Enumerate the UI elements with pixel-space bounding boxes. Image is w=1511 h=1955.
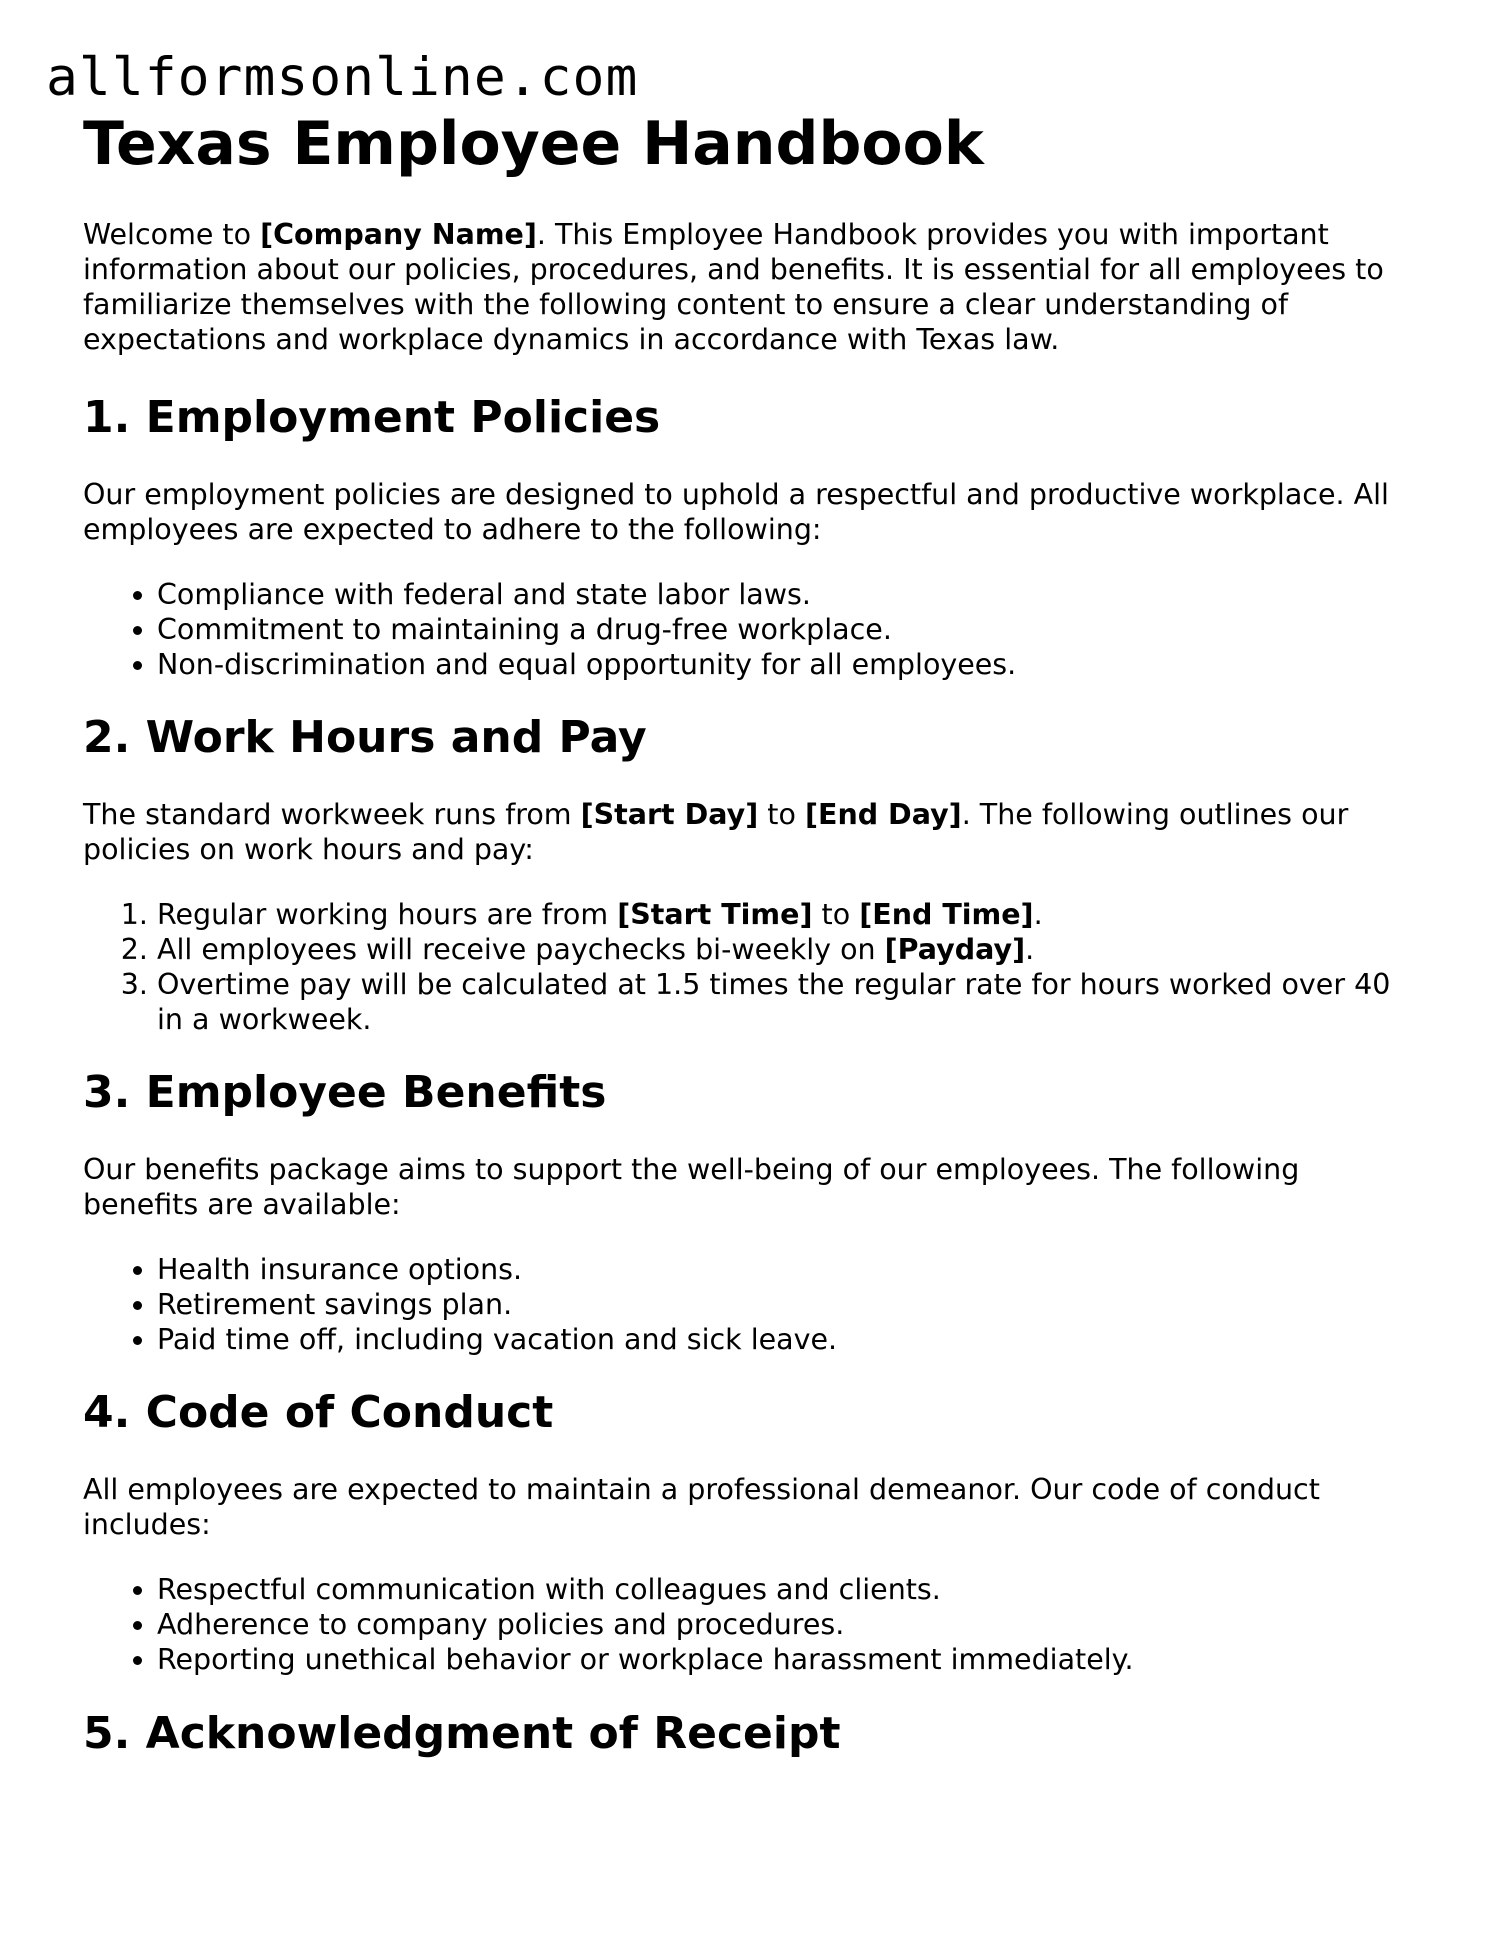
start-time-placeholder: [Start Time] [617,898,813,931]
handbook-document [83,104,1418,1763]
intro-paragraph [83,217,1418,357]
section-heading-employment-policies: 1. Employment Policies [83,392,661,443]
benefits-paragraph: Our benefits package aims to support the well-being of our employees. The following benefits are available: [83,1153,1300,1221]
list-item: • Non-discrimination and equal opportunity for all employees. [157,647,1418,682]
work-hours-text-end: . The following outlines our policies on work hours and pay: [83,798,1349,866]
work-hours-paragraph [83,797,1418,867]
section-heading-work-hours-pay: 2. Work Hours and Pay [83,712,647,763]
start-day-placeholder: [Start Day] [580,798,759,831]
company-name-placeholder: [Company Name] [260,218,537,251]
employment-policies-list [83,577,1418,682]
working-hours-text-end: . [1033,898,1043,931]
benefits-list [83,1252,1418,1357]
code-of-conduct-list [83,1572,1418,1677]
list-item: • Respectful communication with colleagues and clients. [157,1572,1418,1607]
intro-text-start: Welcome to [83,218,261,251]
list-item: • Paid time off, including vacation and sick leave. [157,1322,1418,1357]
site-watermark: allformsonline.com [46,47,639,108]
document-title: Texas Employee Handbook [83,109,984,179]
list-item: • Commitment to maintaining a drug-free workplace. [157,612,1418,647]
section-heading-employee-benefits: 3. Employee Benefits [83,1067,607,1118]
list-item-paycheck [157,932,1418,967]
section-heading-acknowledgment: 5. Acknowledgment of Receipt [83,1708,841,1759]
work-hours-text-start: The standard workweek runs from [83,798,581,831]
work-hours-text-to: to [758,798,805,831]
list-item-working-hours [157,897,1418,932]
employment-policies-paragraph: Our employment policies are designed to uphold a respectful and productive workplace. All employees are expected to adhere to the following: [83,478,1389,546]
work-hours-list [83,897,1418,1037]
list-item: • Reporting unethical behavior or workplace harassment immediately. [157,1642,1418,1677]
intro-text-end: . This Employee Handbook provides you with important information about our policies, procedures, and benefits. It is essential for all employees to familiarize themselves with the following content to ensure a clear understanding of expectations and workplace dynamics in accordance with Texas law. [83,218,1384,356]
list-item-overtime: 3. Overtime pay will be calculated at 1.5 times the regular rate for hours worked over 40 in a workweek. [157,967,1418,1037]
code-of-conduct-paragraph: All employees are expected to maintain a professional demeanor. Our code of conduct includes: [83,1473,1320,1541]
working-hours-text-start: Regular working hours are from [157,898,618,931]
list-item: • Adherence to company policies and procedures. [157,1607,1418,1642]
end-time-placeholder: [End Time] [859,898,1034,931]
paycheck-text-start: All employees will receive paychecks bi-weekly on [157,933,885,966]
section-heading-code-of-conduct: 4. Code of Conduct [83,1387,554,1438]
list-item: • Compliance with federal and state labor laws. [157,577,1418,612]
paycheck-text-end: . [1025,933,1035,966]
list-item: • Health insurance options. [157,1252,1418,1287]
list-item: • Retirement savings plan. [157,1287,1418,1322]
payday-placeholder: [Payday] [884,933,1026,966]
end-day-placeholder: [End Day] [804,798,962,831]
working-hours-text-to: to [812,898,860,931]
